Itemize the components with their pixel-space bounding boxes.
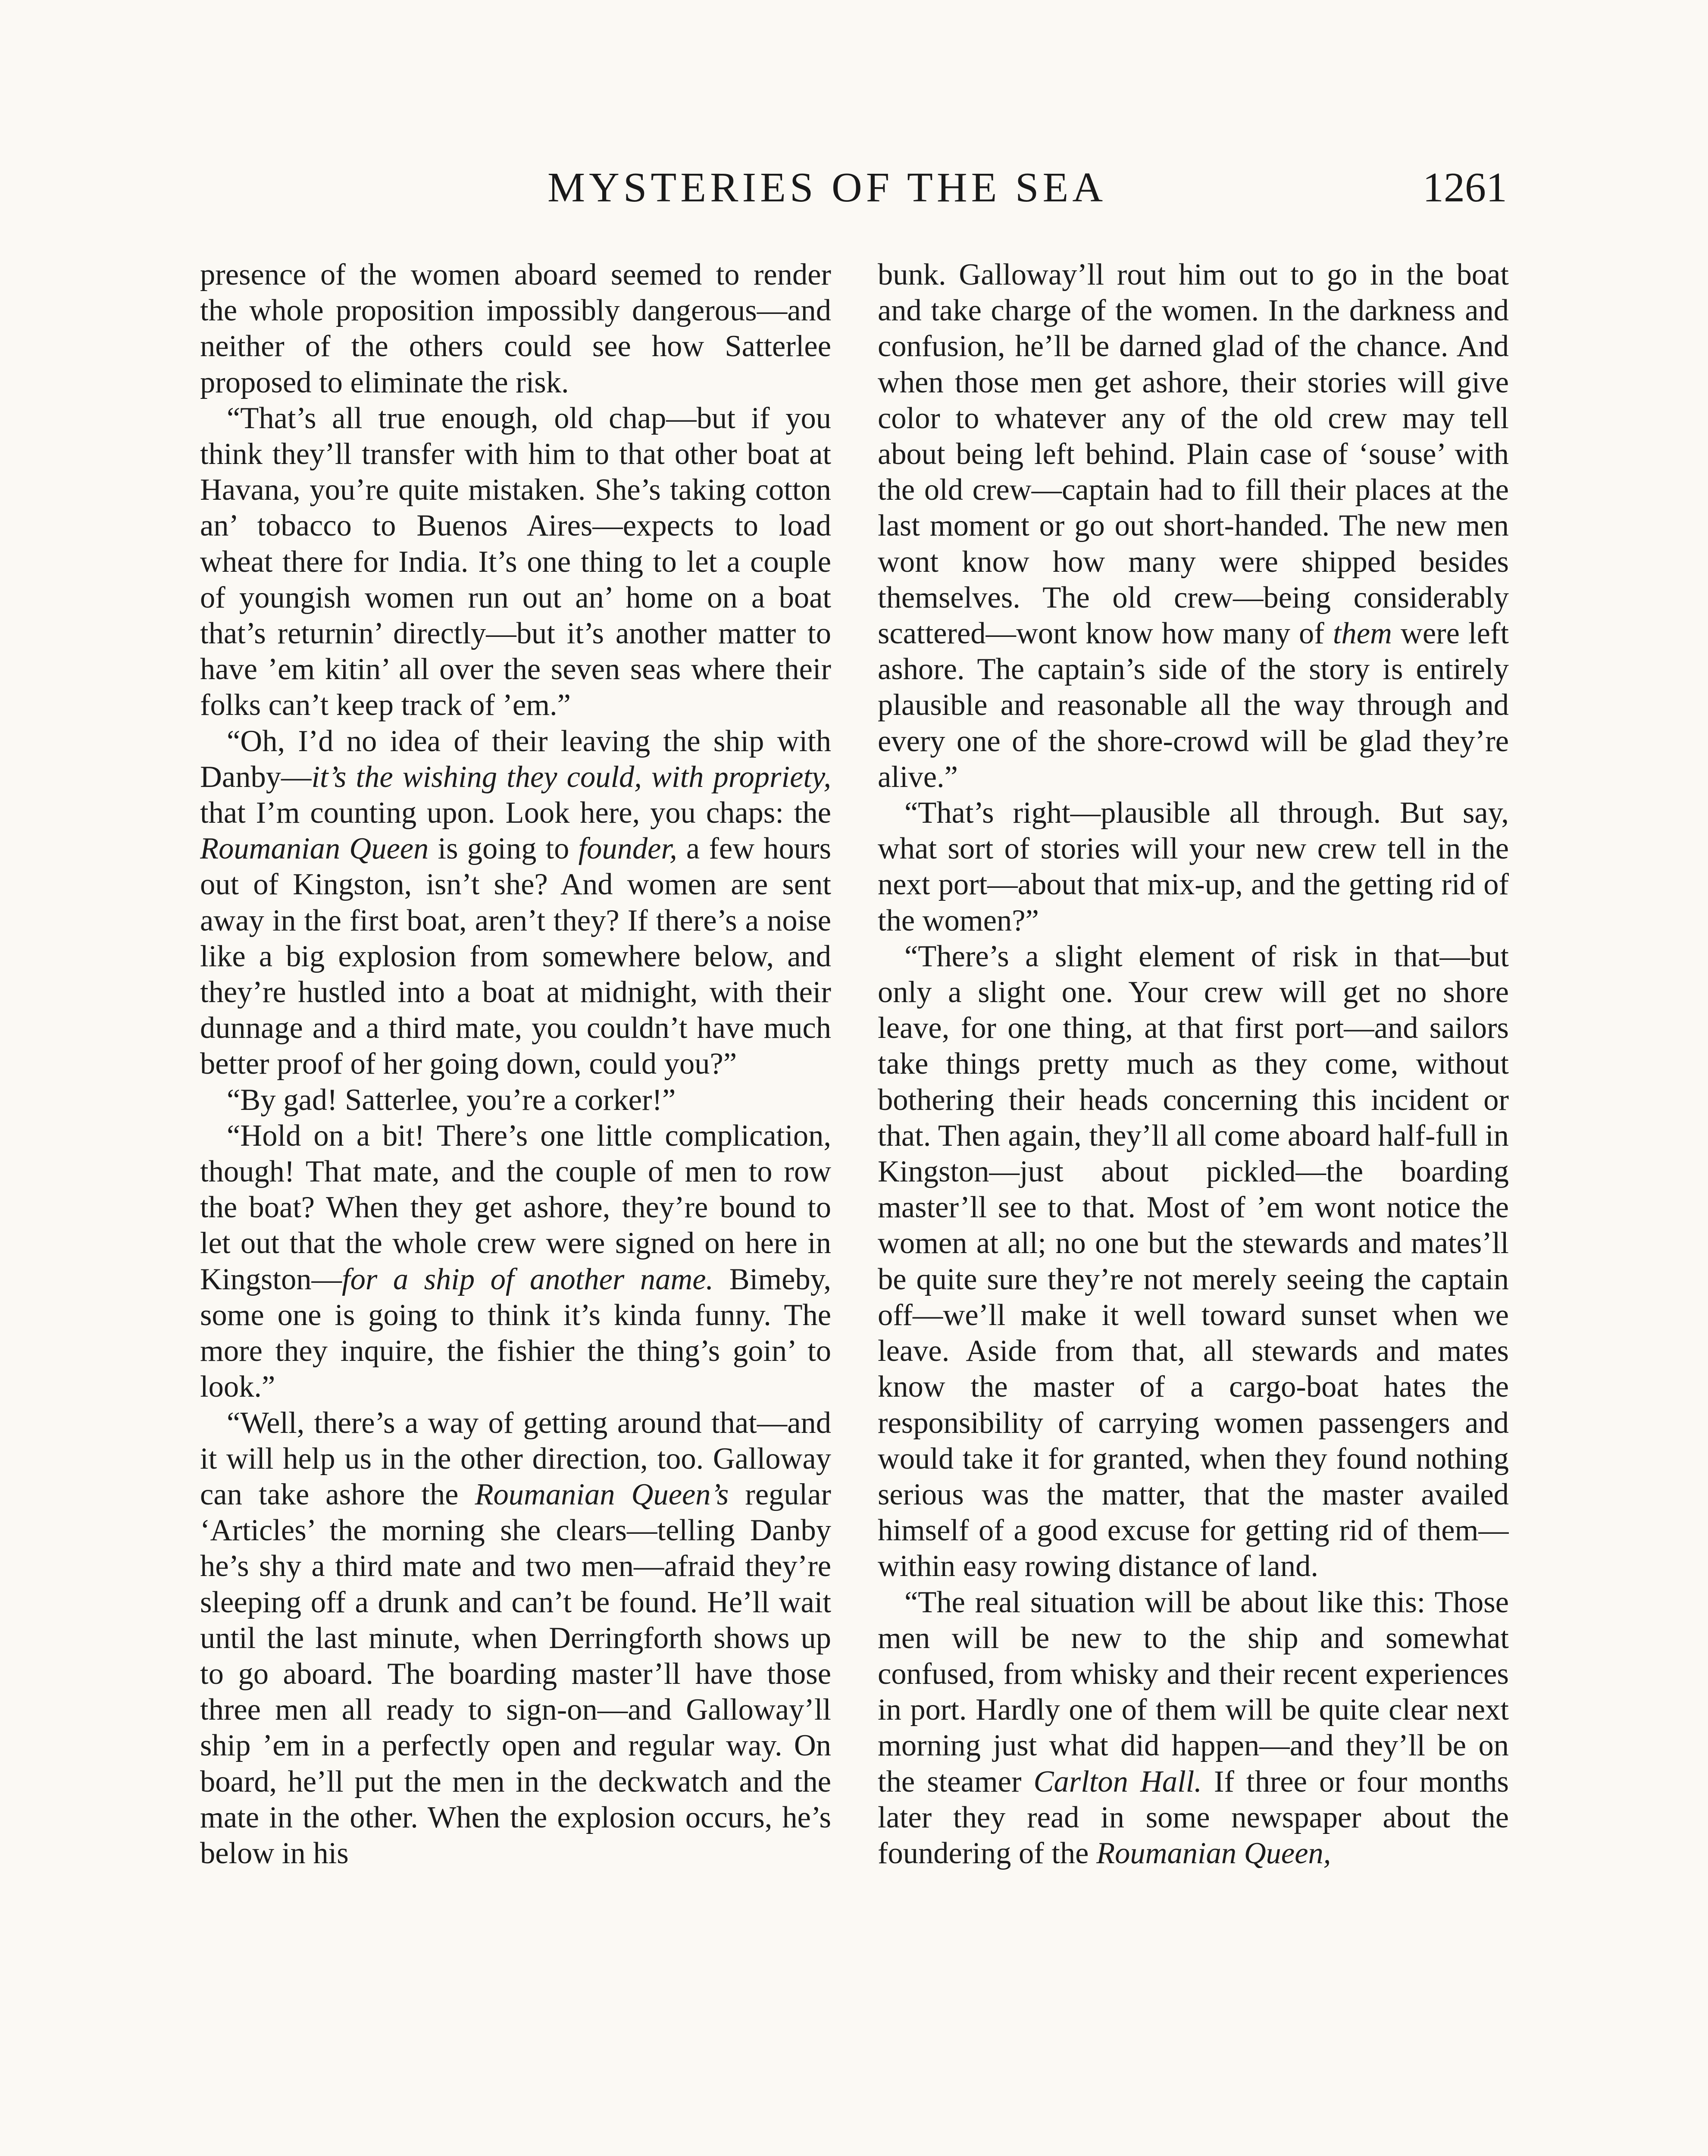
text-run: “The real situation will be about like this: Those men will be new to the ship and somewhat confused, from whisky and their recent experiences in port. Hardly one of them will be quite clear next morning just what did happen—and they’ll be on the steamer <box>878 1585 1509 1799</box>
paragraph <box>878 1585 1509 1872</box>
text-run: “Oh, I’d no idea of their leaving the ship with Danby— <box>200 724 831 794</box>
text-run: “Well, there’s a way of getting around that—and it will help us in the other direction, too. Galloway can take ashore the <box>200 1406 831 1511</box>
paragraph <box>878 939 1509 1585</box>
text-run: presence of the women aboard seemed to render the whole proposition impossibly dangerous—and neither of the others could see how Satterlee proposed to eliminate the risk. <box>200 258 831 399</box>
paragraph <box>878 257 1509 795</box>
text-run: that I’m counting upon. Look here, you chaps: the <box>200 796 831 830</box>
paragraph <box>200 257 831 401</box>
italic-text: founder, <box>578 832 677 866</box>
paragraph <box>200 1405 831 1872</box>
italic-text: Roumanian Queen, <box>1096 1836 1331 1870</box>
paragraph <box>200 1082 831 1118</box>
italic-text: Roumanian Queen <box>200 832 429 866</box>
italic-text: for a ship of another name. <box>342 1262 714 1296</box>
italic-text: Carlton Hall. <box>1033 1764 1202 1799</box>
running-head-title: MYSTERIES OF THE SEA <box>547 164 1107 211</box>
text-run: “Hold on a bit! There’s one little complication, though! That mate, and the couple of men to row the boat? When they get ashore, they’re bound to let out that the whole crew were signed on here in Kingston— <box>200 1119 831 1296</box>
text-run: were left ashore. The captain’s side of the story is entirely plausible and reasonable all the way through and every one of the shore-crowd will be glad they’re alive.” <box>878 617 1509 794</box>
text-column-right <box>878 257 1509 2156</box>
text-run: bunk. Galloway’ll rout him out to go in the boat and take charge of the women. In the darkness and confusion, he’ll be darned glad of the chance. And when those men get ashore, their stories will give color to whatever any of the old crew may tell about being left behind. Plain case of ‘souse’ with the old crew—captain had to fill their places at the last moment or go out short-handed. The new men wont know how many were shipped besides themselves. The old crew—being considerably scattered—wont know how many of <box>878 258 1509 651</box>
paragraph <box>200 1118 831 1405</box>
paragraph <box>200 724 831 1082</box>
page-number: 1261 <box>1423 164 1507 211</box>
paragraph <box>200 401 831 724</box>
text-run: a few hours out of Kingston, isn’t she? And women are sent away in the first boat, aren’t they? If there’s a noise like a big explosion from somewhere below, and they’re hustled into a boat at midnight, with their dunnage and a third mate, you couldn’t have much better proof of her going down, could you?” <box>200 832 831 1081</box>
italic-text: it’s the wishing they could, with propriety, <box>311 760 831 794</box>
text-run: “That’s all true enough, old chap—but if you think they’ll transfer with him to that other boat at Havana, you’re quite mistaken. She’s taking cotton an’ tobacco to Buenos Aires—expects to load wheat there for India. It’s one thing to let a couple of youngish women run out an’ home on a boat that’s returnin’ directly—but it’s another matter to have ’em kitin’ all over the seven seas where their folks can’t keep track of ’em.” <box>200 401 831 722</box>
text-run: If three or four months later they read in some newspaper about the foundering of the <box>878 1764 1509 1870</box>
paragraph <box>878 795 1509 939</box>
text-run: is going to <box>429 832 579 866</box>
italic-text: them <box>1333 617 1392 651</box>
text-run: Bimeby, some one is going to think it’s kinda funny. The more they inquire, the fishier the thing’s goin’ to look.” <box>200 1262 831 1404</box>
italic-text: Roumanian Queen’s <box>475 1477 729 1511</box>
text-run: “By gad! Satterlee, you’re a corker!” <box>227 1083 676 1117</box>
text-run: regular ‘Articles’ the morning she clears—telling Danby he’s shy a third mate and two men—afraid they’re sleeping off a drunk and can’t be found. He’ll wait until the last minute, when Derringforth shows up to go aboard. The boarding master’ll have those three men all ready to sign-on—and Galloway’ll ship ’em in a perfectly open and regular way. On board, he’ll put the men in the deckwatch and the mate in the other. When the explosion occurs, he’s below in his <box>200 1477 831 1870</box>
text-column-left <box>200 257 831 2156</box>
text-run: “There’s a slight element of risk in that—but only a slight one. Your crew will get no shore leave, for one thing, at that first port—and sailors take things pretty much as they come, without bothering their heads concerning this incident or that. Then again, they’ll all come aboard half-full in Kingston—just about pickled—the boarding master’ll see to that. Most of ’em wont notice the women at all; no one but the stewards and mates’ll be quite sure they’re not merely seeing the captain off—we’ll make it well toward sunset when we leave. Aside from that, all stewards and mates know the master of a cargo-boat hates the responsibility of carrying women passengers and would take it for granted, when they found nothing serious was the matter, that the master availed himself of a good excuse for getting rid of them—within easy rowing distance of land. <box>878 939 1509 1583</box>
text-run: “That’s right—plausible all through. But say, what sort of stories will your new crew tell in the next port—about that mix-up, and the getting rid of the women?” <box>878 796 1509 937</box>
